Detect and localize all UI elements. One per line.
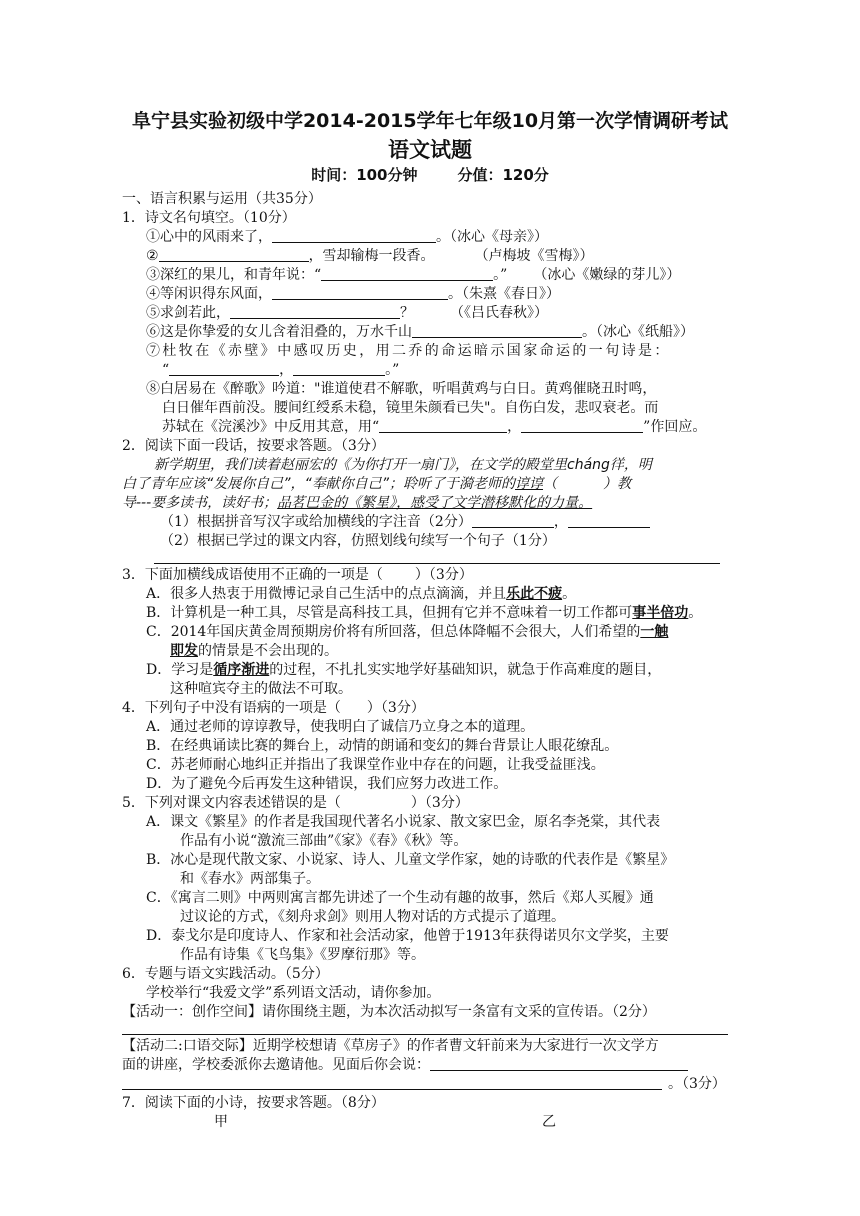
q5-option-b: B．冰心是现代散文家、小说家、诗人、儿童文学作家，她的诗歌的代表作是《繁星》 [146,852,675,868]
q3-option-c-cont: 即发的情景是不会出现的。 [170,643,338,659]
answer-blank[interactable] [412,323,582,338]
q5-option-d-cont: 作品有诗集《飞鸟集》《罗摩衍那》等。 [180,947,425,963]
answer-blank[interactable] [568,513,650,528]
q5-option-b-cont: 和《春水》两部集子。 [180,871,320,887]
q3-stem: 3．下面加横线成语使用不正确的一项是（ ）（3分） [122,567,473,583]
answer-blank[interactable] [379,418,507,433]
answer-blank[interactable] [159,247,309,262]
marked-idiom: 循序渐进 [213,662,270,678]
poem-label-a: 甲 [214,1114,228,1130]
answer-blank[interactable] [230,304,400,319]
q1-item-7: ⑦杜牧在《赤壁》中感叹历史，用二乔的命运暗示国家命运的一句诗是： [146,343,671,359]
q4-option-a: A．通过老师的谆谆教导，使我明白了诚信乃立身之本的道理。 [146,719,535,735]
q1-item-3: ③深红的果儿，和青年说：“ 。” （冰心《嫩绿的芽儿》） [146,267,681,283]
marked-idiom: 事半倍功 [632,605,689,621]
q1-item-4: ④等闲识得东风面， 。（朱熹《春日》） [146,286,560,302]
underlined-word: 谆谆 [515,476,544,492]
q5-option-a: A．课文《繁星》的作者是我国现代著名小说家、散文家巴金，原名李尧棠，其代表 [146,814,661,830]
q1-item-2: ② ，雪却输梅一段香。 （卢梅坡《雪梅》） [146,248,594,264]
q5-option-a-cont: 作品有小说“激流三部曲”《家》《春》《秋》等。 [180,833,468,849]
q4-stem: 4．下列句子中没有语病的一项是（ ）（3分） [122,700,425,716]
q3-option-c: C．2014年国庆黄金周预期房价将有所回落，但总体降幅不会很大，人们希望的一触 [146,624,669,640]
marked-idiom: 一触 [640,624,669,640]
q1-item-5: ⑤求剑若此， ？ （《吕氏春秋》） [146,305,548,321]
answer-blank[interactable] [521,418,643,433]
exam-title: 阜宁县实验初级中学2014-2015学年七年级10月第一次学情调研考试 [131,110,729,132]
answer-blank[interactable] [272,285,448,300]
poem-label-b: 乙 [542,1114,556,1130]
answer-blank[interactable] [430,1056,688,1071]
q6-intro: 学校举行“我爱文学”系列语文活动，请你参加。 [146,985,441,1001]
q1-item-8-line3: 苏轼在《浣溪沙》中反用其意，用“ ， ”作回应。 [162,419,707,435]
q2-stem: 2．阅读下面一段话，按要求答题。（3分） [122,438,385,454]
answer-blank[interactable] [272,228,436,243]
q2-sub-1: （1）根据拼音写汉字或给加横线的字注音（2分） ， [160,513,650,531]
q3-option-d: D．学习是循序渐进的过程，不扎扎实实地学好基础知识，就急于作高难度的题目， [146,662,662,678]
section-heading: 一、语言积累与运用（共35分） [122,191,322,207]
exam-subtitle: 语文试题 [388,138,472,162]
answer-blank[interactable] [472,513,554,528]
q6-activity-1: 【活动一：创作空间】请你围绕主题，为本次活动拟写一条富有文采的宣传语。（2分） [122,1004,656,1020]
answer-blank[interactable] [321,266,493,281]
q5-stem: 5．下列对课文内容表述错误的是（ ）（3分） [122,795,469,811]
q2-passage-line3: 导---要多读书，读好书；品茗巴金的《繁星》，感受了文学潜移默化的力量。 [122,495,593,511]
q4-option-b: B．在经典诵读比赛的舞台上，动情的朗诵和变幻的舞台背景让人眼花缭乱。 [146,738,619,754]
q4-option-c: C．苏老师耐心地纠正并指出了我课堂作业中存在的问题，让我受益匪浅。 [146,757,605,773]
q3-option-d-cont: 这种喧宾夺主的做法不可取。 [170,681,352,697]
q5-option-c-cont: 过议论的方式，《刻舟求剑》则用人物对话的方式提示了道理。 [180,909,565,925]
marked-idiom: 乐此不疲 [506,586,563,602]
q1-item-7-answer: “ ， 。” [162,362,400,378]
q3-option-a: A．很多人热衷于用微博记录自己生活中的点点滴滴，并且乐此不疲。 [146,586,577,602]
q7-stem: 7．阅读下面的小诗，按要求答题。（8分） [122,1095,385,1111]
time-label: 时间：100分钟 [311,166,418,184]
q1-item-8-line2: 白日催年酉前没。腰间红绶系未稳，镜里朱颜看已失"。自伤白发，悲叹衰老。而 [162,400,659,416]
q6-activity-2-cont: 面的讲座，学校委派你去邀请他。见面后你会说： [122,1056,688,1074]
q6-stem: 6．专题与语文实践活动。（5分） [122,966,329,982]
q1-item-6: ⑥这是你挚爱的女儿含着泪叠的，万水千山 。（冰心《纸船》） [146,324,694,340]
q1-item-8-line1: ⑧白居易在《醉歌》吟道："谁道使君不解歌，听唱黄鸡与白日。黄鸡催晓丑时鸣， [146,381,657,397]
score-label: 分值：120分 [457,166,549,184]
exam-meta [0,164,860,185]
q2-passage-line2: 白了青年应该“发展你自己”，“奉献你自己”；聆听了于漪老师的谆谆（ ）教 [122,476,632,492]
answer-line[interactable] [122,1034,728,1035]
q6-activity-2: 【活动二:口语交际】近期学校想请《草房子》的作者曹文轩前来为大家进行一次文学方 [122,1038,659,1054]
underlined-sentence: 品茗巴金的《繁星》，感受了文学潜移默化的力量。 [277,495,593,511]
q3-option-b: B．计算机是一种工具，尽管是高科技工具，但拥有它并不意味着一切工作都可事半倍功。 [146,605,703,621]
q5-option-d: D．泰戈尔是印度诗人、作家和社会活动家，他曾于1913年获得诺贝尔文学奖，主要 [146,928,669,944]
q5-option-c: C．《寓言二则》中两则寓言都先讲述了一个生动有趣的故事，然后《郑人买履》通 [146,890,654,906]
q4-option-d: D．为了避免今后再发生这种错误，我们应努力改进工作。 [146,776,508,792]
marked-idiom: 即发 [170,643,198,659]
q6-activity-2-end: 。（3分） [122,1075,726,1093]
q1-stem: 1．诗文名句填空。（10分） [122,210,296,226]
answer-line[interactable] [154,563,720,564]
q1-item-1: ①心中的风雨来了， 。（冰心《母亲》） [146,229,548,245]
answer-blank[interactable] [293,361,385,376]
answer-blank[interactable] [169,361,279,376]
q2-passage-line1: 新学期里，我们读着赵丽宏的《为你打开一扇门》，在文学的殿堂里cháng徉，明 [154,457,652,473]
q2-sub-2: （2）根据已学过的课文内容，仿照划线句续写一个句子（1分） [160,533,556,549]
answer-blank[interactable] [122,1075,662,1090]
